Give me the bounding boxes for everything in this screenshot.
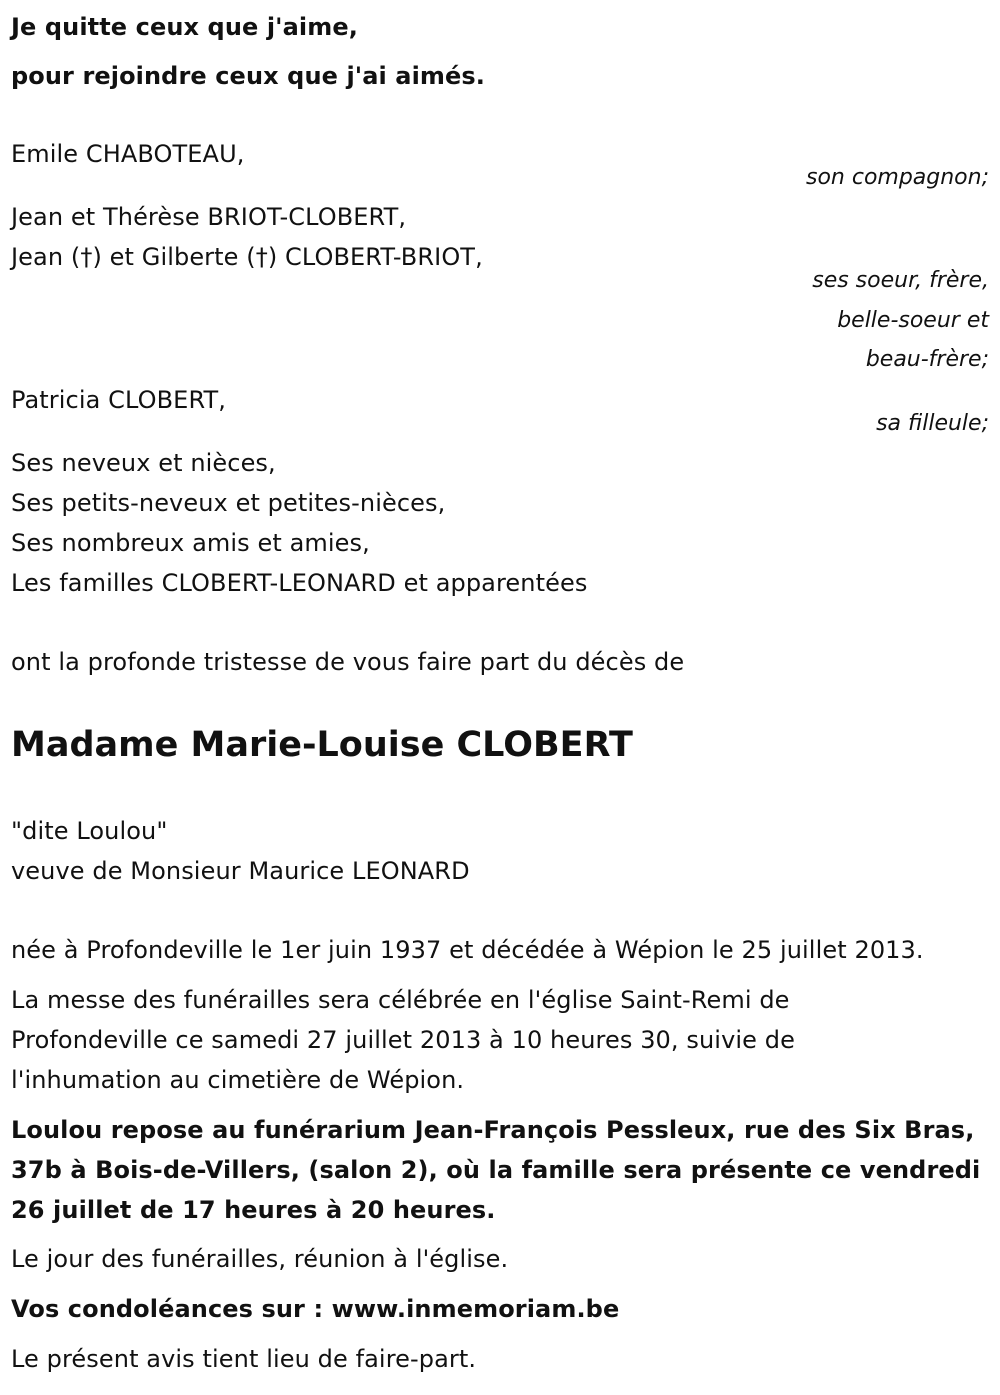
viewing-line-1: Loulou repose au funérarium Jean-François Pessleux, rue des Six Bras, [11,1116,975,1144]
siblings-role-3: beau-frère; [865,347,989,372]
goddaughter-name: Patricia CLOBERT, [11,386,226,414]
siblings-line-2: Jean (†) et Gilberte (†) CLOBERT-BRIOT, [11,243,483,271]
companion-name: Emile CHABOTEAU, [11,140,245,168]
others-line-2: Ses petits-neveux et petites-nièces, [11,489,446,517]
siblings-role-1: ses soeur, frère, [812,268,989,293]
birth-death: née à Profondeville le 1er juin 1937 et décédée à Wépion le 25 juillet 2013. [11,936,924,964]
condolences-link[interactable]: Vos condoléances sur : www.inmemoriam.be [11,1295,620,1323]
viewing-line-2: 37b à Bois-de-Villers, (salon 2), où la famille sera présente ce vendredi [11,1156,981,1184]
goddaughter-role: sa filleule; [876,411,989,436]
siblings-role-2: belle-soeur et [837,308,989,333]
epigraph-line-1: Je quitte ceux que j'aime, [11,13,358,41]
others-line-4: Les familles CLOBERT-LEONARD et apparentées [11,569,588,597]
funeral-line-2: Profondeville ce samedi 27 juillet 2013 à 10 heures 30, suivie de [11,1026,795,1054]
deceased-nickname: "dite Loulou" [11,817,168,845]
deceased-name: Madame Marie-Louise CLOBERT [11,725,633,765]
announcement: ont la profonde tristesse de vous faire part du décès de [11,648,685,676]
companion-role: son compagnon; [805,165,989,190]
meeting-info: Le jour des funérailles, réunion à l'église. [11,1245,509,1273]
epigraph-line-2: pour rejoindre ceux que j'ai aimés. [11,62,486,90]
siblings-line-1: Jean et Thérèse BRIOT-CLOBERT, [11,203,407,231]
others-line-3: Ses nombreux amis et amies, [11,529,370,557]
deceased-widow-of: veuve de Monsieur Maurice LEONARD [11,857,470,885]
funeral-line-3: l'inhumation au cimetière de Wépion. [11,1066,465,1094]
others-line-1: Ses neveux et nièces, [11,449,276,477]
notice-text: Le présent avis tient lieu de faire-part. [11,1345,477,1373]
funeral-line-1: La messe des funérailles sera célébrée en l'église Saint-Remi de [11,986,790,1014]
viewing-line-3: 26 juillet de 17 heures à 20 heures. [11,1196,496,1224]
